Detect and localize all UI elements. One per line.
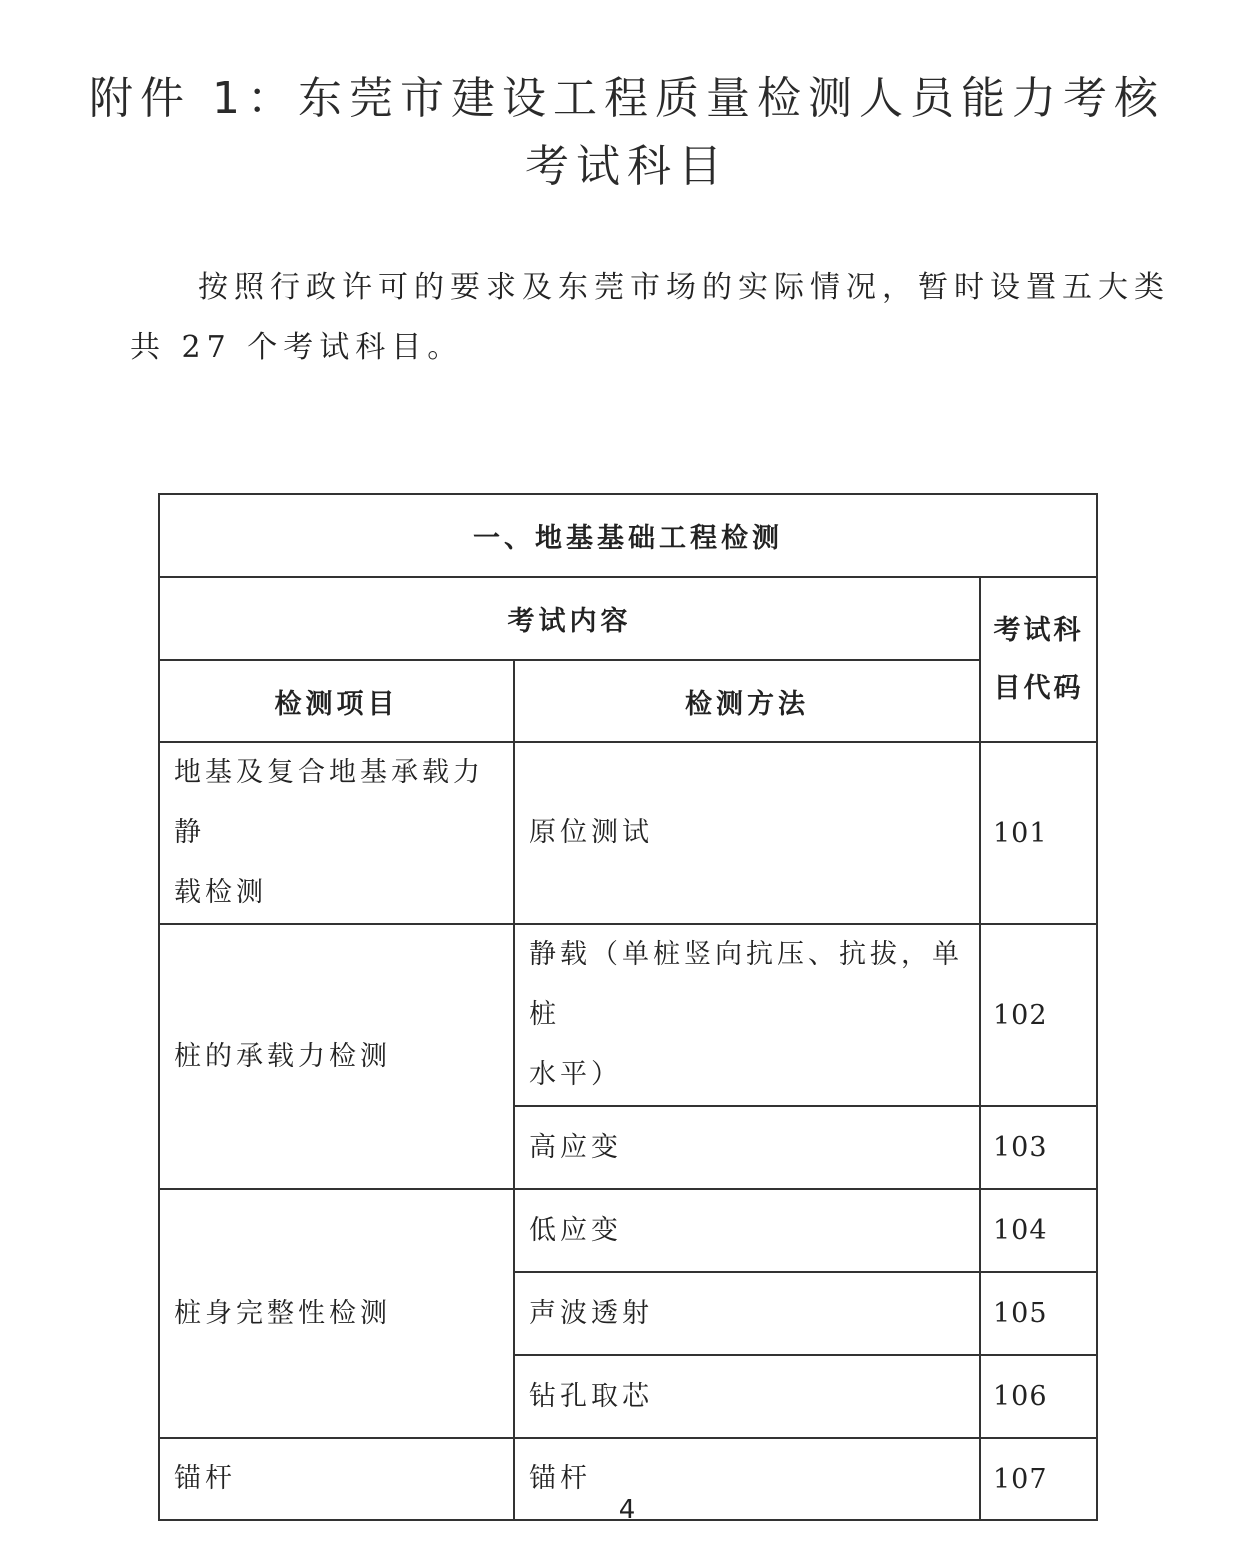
subject-code-cell: 103 <box>980 1106 1097 1189</box>
subject-code-cell: 101 <box>980 742 1097 924</box>
test-item-cell: 锚杆 <box>159 1438 514 1520</box>
intro-paragraph-line-2: 共 27 个考试科目。 <box>130 330 464 365</box>
test-method-cell <box>514 924 980 1106</box>
test-method-cell: 低应变 <box>514 1189 980 1272</box>
test-method-cell: 钻孔取芯 <box>514 1355 980 1438</box>
header-subject-code-line-1: 考试科 <box>993 614 1084 646</box>
table-row <box>159 924 1097 1106</box>
test-item-cell <box>159 742 514 924</box>
subject-code-cell: 102 <box>980 924 1097 1106</box>
section-title: 一、地基基础工程检测 <box>159 494 1097 577</box>
test-method-cell: 锚杆 <box>514 1438 980 1520</box>
test-method-cell: 原位测试 <box>514 742 980 924</box>
section-title-row <box>159 494 1097 577</box>
exam-subjects-table <box>158 493 1098 1521</box>
header-exam-content: 考试内容 <box>159 577 980 660</box>
test-item-cell: 桩的承载力检测 <box>159 924 514 1189</box>
subject-code-cell: 105 <box>980 1272 1097 1355</box>
test-item-line-2: 载检测 <box>174 877 267 908</box>
header-subject-code <box>980 577 1097 742</box>
test-method-line-1: 静载（单桩竖向抗压、抗拔，单桩 <box>529 939 963 1030</box>
subject-code-cell: 104 <box>980 1189 1097 1272</box>
header-test-method: 检测方法 <box>514 660 980 742</box>
test-method-cell: 高应变 <box>514 1106 980 1189</box>
subject-code-cell: 106 <box>980 1355 1097 1438</box>
header-row-1 <box>159 577 1097 660</box>
table-row <box>159 1189 1097 1272</box>
page-title-line-2: 考试科目 <box>525 141 729 192</box>
subject-code-cell: 107 <box>980 1438 1097 1520</box>
intro-paragraph-line-1: 按照行政许可的要求及东莞市场的实际情况，暂时设置五大类 <box>198 270 1170 305</box>
table-row <box>159 742 1097 924</box>
test-item-line-1: 地基及复合地基承载力静 <box>174 757 484 848</box>
test-method-cell: 声波透射 <box>514 1272 980 1355</box>
header-row-2 <box>159 660 1097 742</box>
header-test-item: 检测项目 <box>159 660 514 742</box>
header-subject-code-line-2: 目代码 <box>993 672 1084 704</box>
page-title-line-1: 附件 1：东莞市建设工程质量检测人员能力考核 <box>89 73 1165 124</box>
test-item-cell: 桩身完整性检测 <box>159 1189 514 1438</box>
page-number: 4 <box>618 1495 636 1525</box>
test-method-line-2: 水平） <box>529 1059 622 1090</box>
